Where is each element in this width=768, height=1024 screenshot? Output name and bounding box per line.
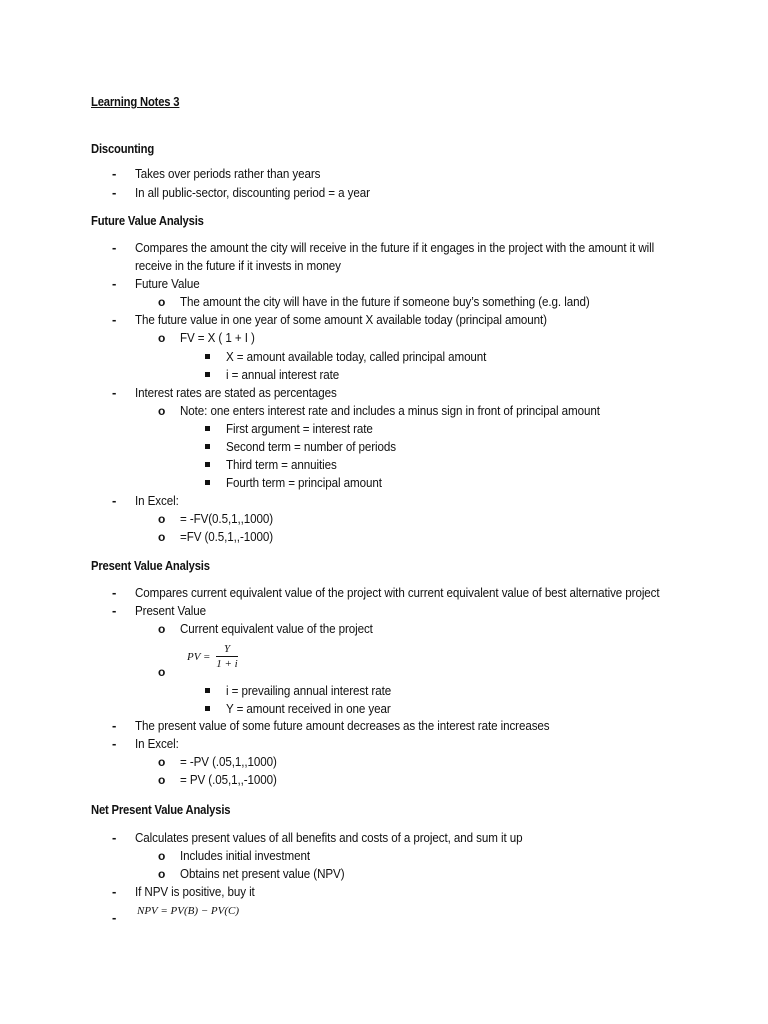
o-bullet: o [158,773,166,787]
pv-formula-denominator: 1 + i [216,658,238,670]
list-item: Takes over periods rather than years [135,167,321,181]
list-item: In all public-sector, discounting period = a year [135,186,370,200]
page-title: Learning Notes 3 [91,95,180,109]
list-item: Compares the amount the city will receive in the future if it engages in the project with the amount it will [135,241,655,255]
o-bullet: o [158,849,166,863]
list-item: The present value of some future amount decreases as the interest rate increases [135,719,550,733]
square-bullet [205,706,210,711]
pv-formula-numerator: Y [223,643,231,655]
list-subitem: Includes initial investment [180,849,310,863]
dash-bullet: - [112,385,117,400]
list-subitem: Note: one enters interest rate and includes a minus sign in front of principal amount [180,404,600,418]
list-subitem: Obtains net present value (NPV) [180,867,345,881]
dash-bullet: - [112,493,117,508]
list-subitem: = -FV(0.5,1,,1000) [180,512,273,526]
o-bullet: o [158,295,166,309]
list-subitem: The amount the city will have in the future if someone buy’s something (e.g. land) [180,295,590,309]
dash-bullet: - [112,166,117,181]
dash-bullet: - [112,312,117,327]
fraction-bar [216,656,238,657]
section-heading-npv: Net Present Value Analysis [91,803,231,817]
list-item: If NPV is positive, buy it [135,885,255,899]
list-subsubitem: X = amount available today, called principal amount [226,350,487,364]
list-subitem: =FV (0.5,1,,-1000) [180,530,273,544]
list-subsubitem: i = annual interest rate [226,368,340,382]
list-subitem: Current equivalent value of the project [180,622,373,636]
dash-bullet: - [112,585,117,600]
square-bullet [205,688,210,693]
dash-bullet: - [112,884,117,899]
dash-bullet: - [112,910,117,925]
list-subsubitem: Fourth term = principal amount [226,476,382,490]
list-subsubitem: First argument = interest rate [226,422,373,436]
square-bullet [205,354,210,359]
list-item: Interest rates are stated as percentages [135,386,337,400]
list-item: The future value in one year of some amount X available today (principal amount) [135,313,547,327]
list-item: Future Value [135,277,200,291]
dash-bullet: - [112,736,117,751]
section-heading-present-value: Present Value Analysis [91,559,210,573]
list-item: Present Value [135,604,206,618]
o-bullet: o [158,530,166,544]
o-bullet: o [158,665,166,679]
list-subitem: = PV (.05,1,,-1000) [180,773,277,787]
section-heading-discounting: Discounting [91,142,155,156]
list-subitem: FV = X ( 1 + I ) [180,331,255,345]
o-bullet: o [158,512,166,526]
dash-bullet: - [112,185,117,200]
square-bullet [205,372,210,377]
npv-formula: NPV = PV(B) − PV(C) [137,905,240,917]
list-subsubitem: Second term = number of periods [226,440,396,454]
dash-bullet: - [112,276,117,291]
o-bullet: o [158,404,166,418]
dash-bullet: - [112,718,117,733]
dash-bullet: - [112,830,117,845]
list-item: Compares current equivalent value of the project with current equivalent value of best alternative project [135,586,660,600]
o-bullet: o [158,755,166,769]
list-item: In Excel: [135,494,179,508]
square-bullet [205,480,210,485]
dash-bullet: - [112,240,117,255]
square-bullet [205,426,210,431]
list-subitem: = -PV (.05,1,,1000) [180,755,277,769]
o-bullet: o [158,331,166,345]
list-item: In Excel: [135,737,179,751]
dash-bullet: - [112,603,117,618]
o-bullet: o [158,622,166,636]
list-item: Calculates present values of all benefits and costs of a project, and sum it up [135,831,523,845]
square-bullet [205,444,210,449]
list-subsubitem: Y = amount received in one year [226,702,391,716]
pv-formula-lhs: PV = [187,651,211,663]
list-subsubitem: Third term = annuities [226,458,337,472]
o-bullet: o [158,867,166,881]
pv-formula-fraction [216,643,238,670]
list-item-continuation: receive in the future if it invests in money [135,259,341,273]
list-subsubitem: i = prevailing annual interest rate [226,684,392,698]
section-heading-future-value: Future Value Analysis [91,214,204,228]
square-bullet [205,462,210,467]
